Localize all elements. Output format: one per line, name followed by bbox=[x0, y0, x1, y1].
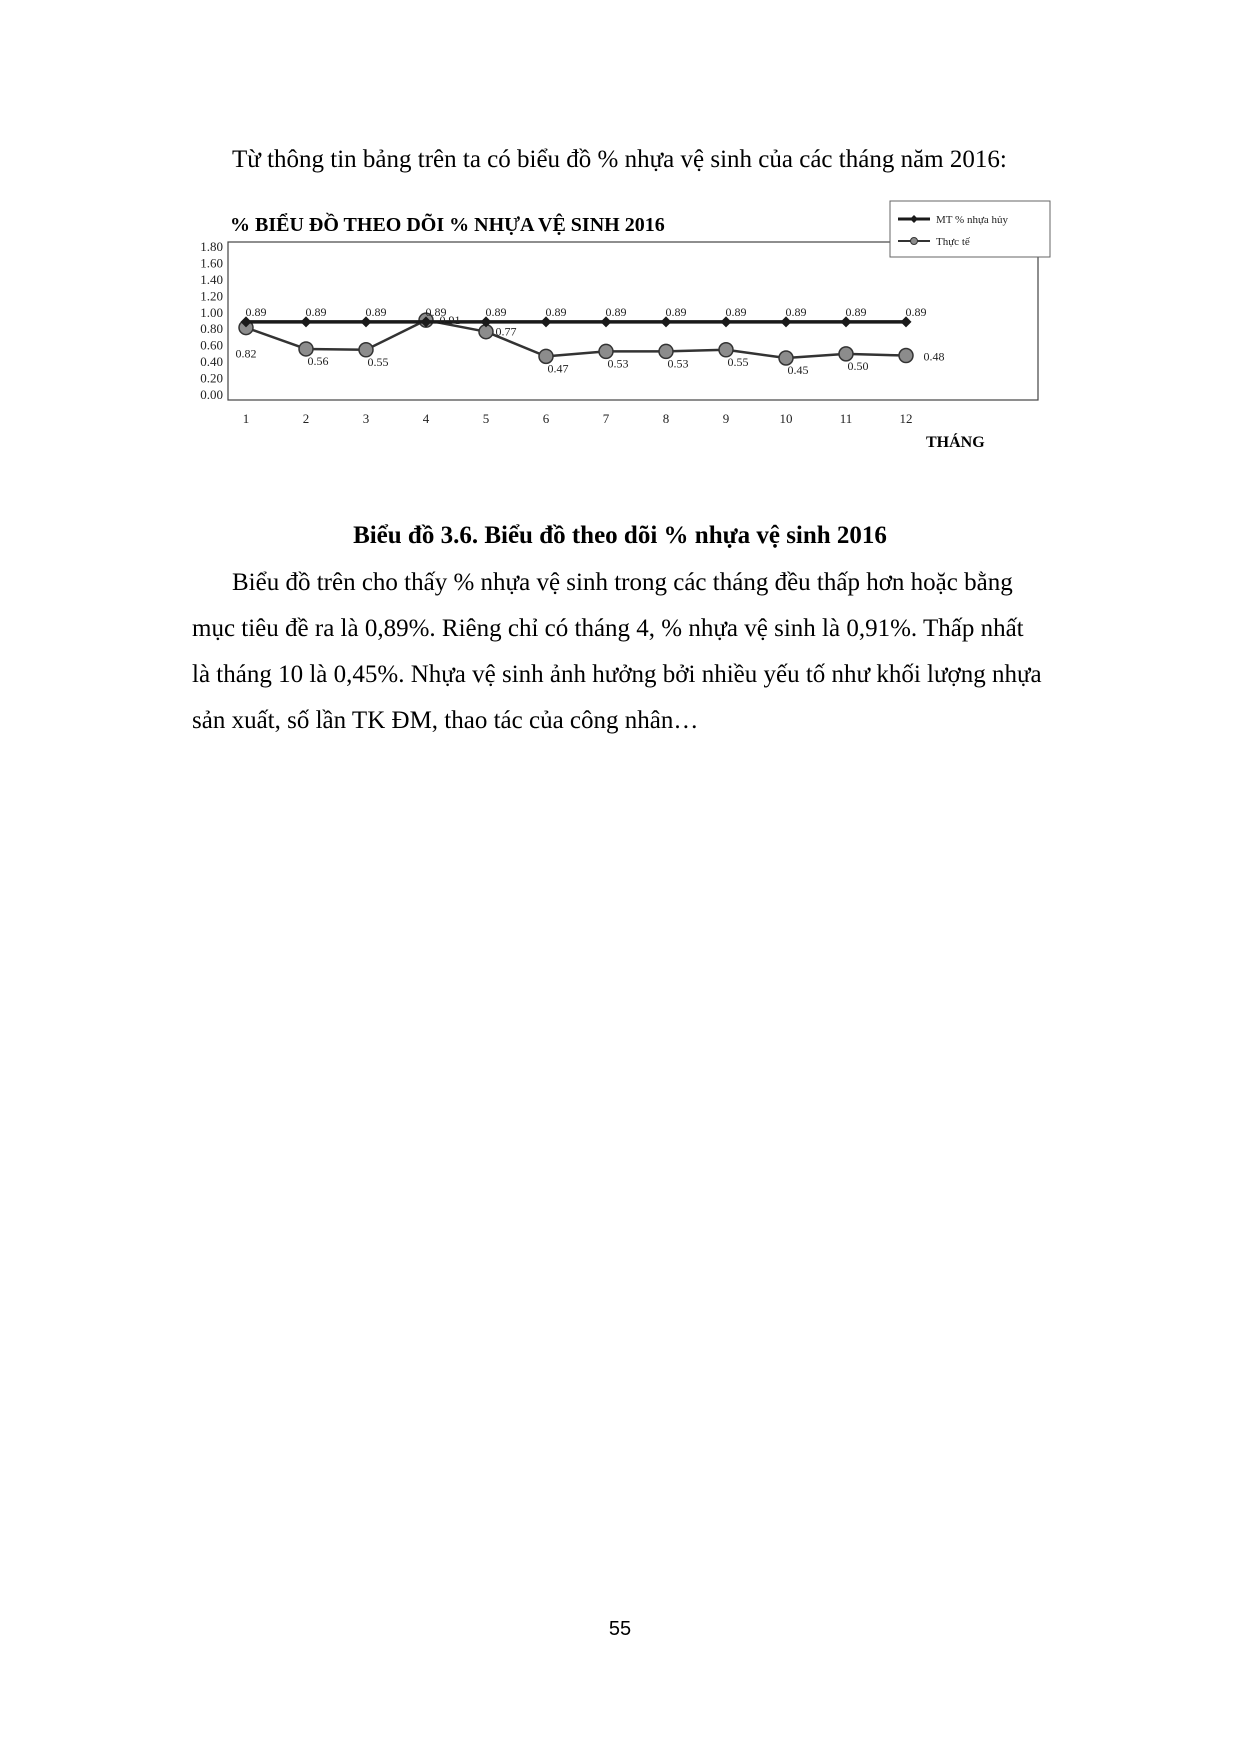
data-label-actual: 0.53 bbox=[667, 356, 689, 371]
x-tick-label: 8 bbox=[662, 411, 670, 426]
chart-legend bbox=[890, 201, 1050, 257]
x-tick-label: 5 bbox=[482, 411, 490, 426]
data-point-actual bbox=[899, 349, 913, 363]
legend-label-target: MT % nhựa hủy bbox=[936, 214, 1009, 226]
y-tick-label: 0.60 bbox=[200, 337, 223, 353]
y-tick-label: 1.60 bbox=[200, 255, 223, 271]
data-label-actual: 0.77 bbox=[495, 324, 517, 339]
x-tick-label: 9 bbox=[722, 411, 730, 426]
legend-box bbox=[890, 201, 1050, 257]
y-tick-label: 0.00 bbox=[200, 387, 223, 402]
legend-label-actual: Thực tế bbox=[936, 236, 970, 248]
y-tick-label: 0.20 bbox=[200, 370, 223, 386]
x-tick-label: 4 bbox=[422, 411, 430, 426]
data-label-target: 0.89 bbox=[245, 304, 267, 319]
y-tick-label: 0.80 bbox=[200, 321, 223, 337]
x-axis-title: THÁNG bbox=[926, 434, 985, 451]
x-tick-label: 10 bbox=[779, 411, 793, 426]
series-line-actual bbox=[246, 320, 906, 358]
y-tick-label: 0.40 bbox=[200, 354, 223, 370]
legend-marker-actual bbox=[911, 238, 918, 245]
page-number: 55 bbox=[608, 1618, 632, 1640]
data-label-target: 0.89 bbox=[905, 304, 927, 319]
data-label-actual: 0.53 bbox=[607, 356, 629, 371]
x-tick-label: 1 bbox=[242, 411, 250, 426]
data-label-target: 0.89 bbox=[365, 304, 387, 319]
x-tick-label: 12 bbox=[899, 411, 913, 426]
data-label-actual: 0.48 bbox=[923, 349, 945, 364]
data-label-target: 0.89 bbox=[545, 304, 567, 319]
data-label-target: 0.89 bbox=[845, 304, 867, 319]
data-label-actual: 0.56 bbox=[307, 353, 329, 368]
x-tick-label: 6 bbox=[542, 411, 550, 426]
data-label-target: 0.89 bbox=[425, 304, 447, 319]
line-chart bbox=[190, 195, 1090, 515]
figure-caption: Biểu đồ 3.6. Biểu đồ theo dõi % nhựa vệ sinh 2016 bbox=[353, 522, 887, 549]
x-tick-label: 3 bbox=[362, 411, 370, 426]
y-tick-label: 1.80 bbox=[200, 239, 223, 254]
data-label-actual: 0.55 bbox=[727, 354, 749, 369]
paragraph-line-4: sản xuất, số lần TK ĐM, thao tác của công nhân… bbox=[192, 707, 699, 734]
data-label-target: 0.89 bbox=[665, 304, 687, 319]
data-label-actual: 0.50 bbox=[847, 358, 869, 373]
chart-svg bbox=[190, 195, 1090, 515]
data-label-target: 0.89 bbox=[485, 304, 507, 319]
data-label-target: 0.89 bbox=[305, 304, 327, 319]
data-label-actual: 0.45 bbox=[787, 363, 809, 377]
y-tick-label: 1.40 bbox=[200, 271, 223, 287]
data-label-target: 0.89 bbox=[725, 304, 747, 319]
data-label-actual: 0.82 bbox=[235, 346, 257, 361]
chart-series bbox=[236, 305, 945, 377]
data-label-actual: 0.55 bbox=[367, 354, 389, 369]
x-axis-ticks bbox=[243, 411, 913, 426]
data-label-target: 0.89 bbox=[605, 304, 627, 319]
paragraph-line-1: Biểu đồ trên cho thấy % nhựa vệ sinh trong các tháng đều thấp hơn hoặc bằng bbox=[232, 569, 1013, 596]
x-tick-label: 11 bbox=[839, 411, 853, 426]
intro-sentence: Từ thông tin bảng trên ta có biểu đồ % nhựa vệ sinh của các tháng năm 2016: bbox=[232, 146, 1007, 173]
x-tick-label: 7 bbox=[602, 411, 610, 426]
chart-title: % BIỂU ĐỒ THEO DÕI % NHỰA VỆ SINH 2016 bbox=[230, 214, 665, 236]
y-tick-label: 1.00 bbox=[200, 304, 223, 320]
data-label-actual: 0.91 bbox=[439, 313, 461, 328]
y-axis-ticks bbox=[200, 239, 223, 402]
x-tick-label: 2 bbox=[302, 411, 310, 426]
data-label-target: 0.89 bbox=[785, 304, 807, 319]
data-label-actual: 0.47 bbox=[547, 361, 569, 376]
y-tick-label: 1.20 bbox=[200, 288, 223, 304]
body-paragraph bbox=[192, 560, 1092, 744]
paragraph-line-2: mục tiêu đề ra là 0,89%. Riêng chỉ có tháng 4, % nhựa vệ sinh là 0,91%. Thấp nhất bbox=[192, 615, 1024, 642]
paragraph-line-3: là tháng 10 là 0,45%. Nhựa vệ sinh ảnh hưởng bởi nhiều yếu tố như khối lượng nhựa bbox=[192, 661, 1042, 688]
